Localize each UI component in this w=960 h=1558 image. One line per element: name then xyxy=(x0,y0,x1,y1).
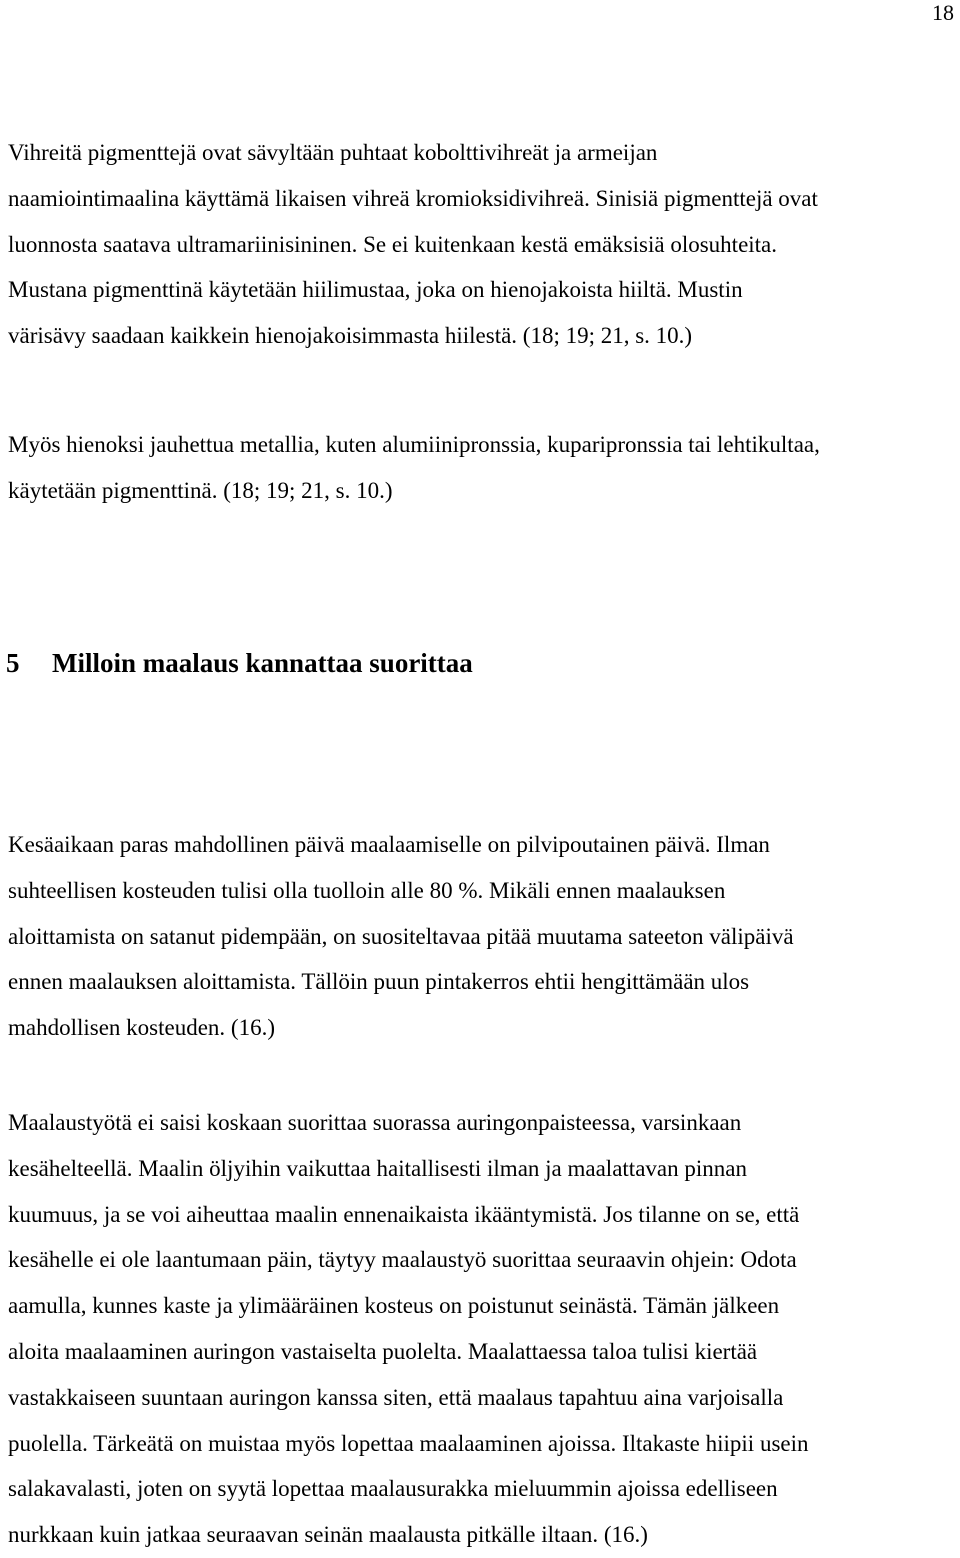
text-line: aloita maalaaminen auringon vastaiselta puolelta. Maalattaessa taloa tulisi kiertää xyxy=(8,1338,758,1364)
text-line: suhteellisen kosteuden tulisi olla tuolloin alle 80 %. Mikäli ennen maalauksen xyxy=(8,877,726,903)
text-line: Mustana pigmenttinä käytetään hiilimustaa, joka on hienojakoista hiiltä. Mustin xyxy=(8,277,743,303)
text-line: Vihreitä pigmenttejä ovat sävyltään puhtaat kobolttivihreät ja armeijan xyxy=(8,140,658,165)
text-line: naamiointimaalina käyttämä likaisen vihreä kromioksidivihreä. Sinisiä pigmenttejä ovat xyxy=(8,185,818,211)
text-line: ennen maalauksen aloittamista. Tällöin puun pintakerros ehtii hengittämään ulos xyxy=(8,969,750,995)
text-line: Myös hienoksi jauhettua metallia, kuten alumiinipronssia, kuparipronssia tai lehtikultaa, xyxy=(8,432,820,457)
paragraph-pigments-green-blue-black xyxy=(8,130,958,359)
text-line: Maalaustyötä ei saisi koskaan suorittaa suorassa auringonpaisteessa, varsinkaan xyxy=(8,1110,742,1135)
text-line: kesähelle ei ole laantumaan päin, täytyy maalaustyö suorittaa seuraavin ohjein: Odota xyxy=(8,1247,797,1273)
page-number: 18 xyxy=(932,0,954,25)
text-line: aloittamista on satanut pidempään, on suositeltavaa pitää muutama sateeton välipäivä xyxy=(8,923,794,949)
section-number: 5 xyxy=(6,648,20,678)
paragraph-metal-pigments xyxy=(8,422,958,514)
paragraph-avoid-direct-sunlight xyxy=(8,1100,958,1558)
text-line: käytetään pigmenttinä. (18; 19; 21, s. 10.) xyxy=(8,477,393,503)
text-line: aamulla, kunnes kaste ja ylimääräinen kosteus on poistunut seinästä. Tämän jälkeen xyxy=(8,1293,780,1319)
text-line: puolella. Tärkeätä on muistaa myös lopettaa maalaaminen ajoissa. Iltakaste hiipii usein xyxy=(8,1430,809,1456)
paragraph-best-painting-day xyxy=(8,822,958,1051)
text-line: salakavalasti, joten on syytä lopettaa maalausurakka mieluummin ajoissa edelliseen xyxy=(8,1476,778,1502)
text-line: luonnosta saatava ultramariinisininen. Se ei kuitenkaan kestä emäksisiä olosuhteita. xyxy=(8,231,778,257)
text-line: mahdollisen kosteuden. (16.) xyxy=(8,1015,276,1041)
section-heading xyxy=(6,643,473,683)
text-line: kuumuus, ja se voi aiheuttaa maalin ennenaikaista ikääntymistä. Jos tilanne on se, että xyxy=(8,1201,800,1227)
text-line: vastakkaiseen suuntaan auringon kanssa siten, että maalaus tapahtuu aina varjoisalla xyxy=(8,1384,784,1410)
text-line: Kesäaikaan paras mahdollinen päivä maalaamiselle on pilvipoutainen päivä. Ilman xyxy=(8,832,770,857)
section-title: Milloin maalaus kannattaa suorittaa xyxy=(52,648,473,678)
text-line: kesähelteellä. Maalin öljyihin vaikuttaa haitallisesti ilman ja maalattavan pinnan xyxy=(8,1155,747,1181)
text-line: värisävy saadaan kaikkein hienojakoisimmasta hiilestä. (18; 19; 21, s. 10.) xyxy=(8,323,693,349)
text-line: nurkkaan kuin jatkaa seuraavan seinän maalausta pitkälle iltaan. (16.) xyxy=(8,1522,648,1548)
